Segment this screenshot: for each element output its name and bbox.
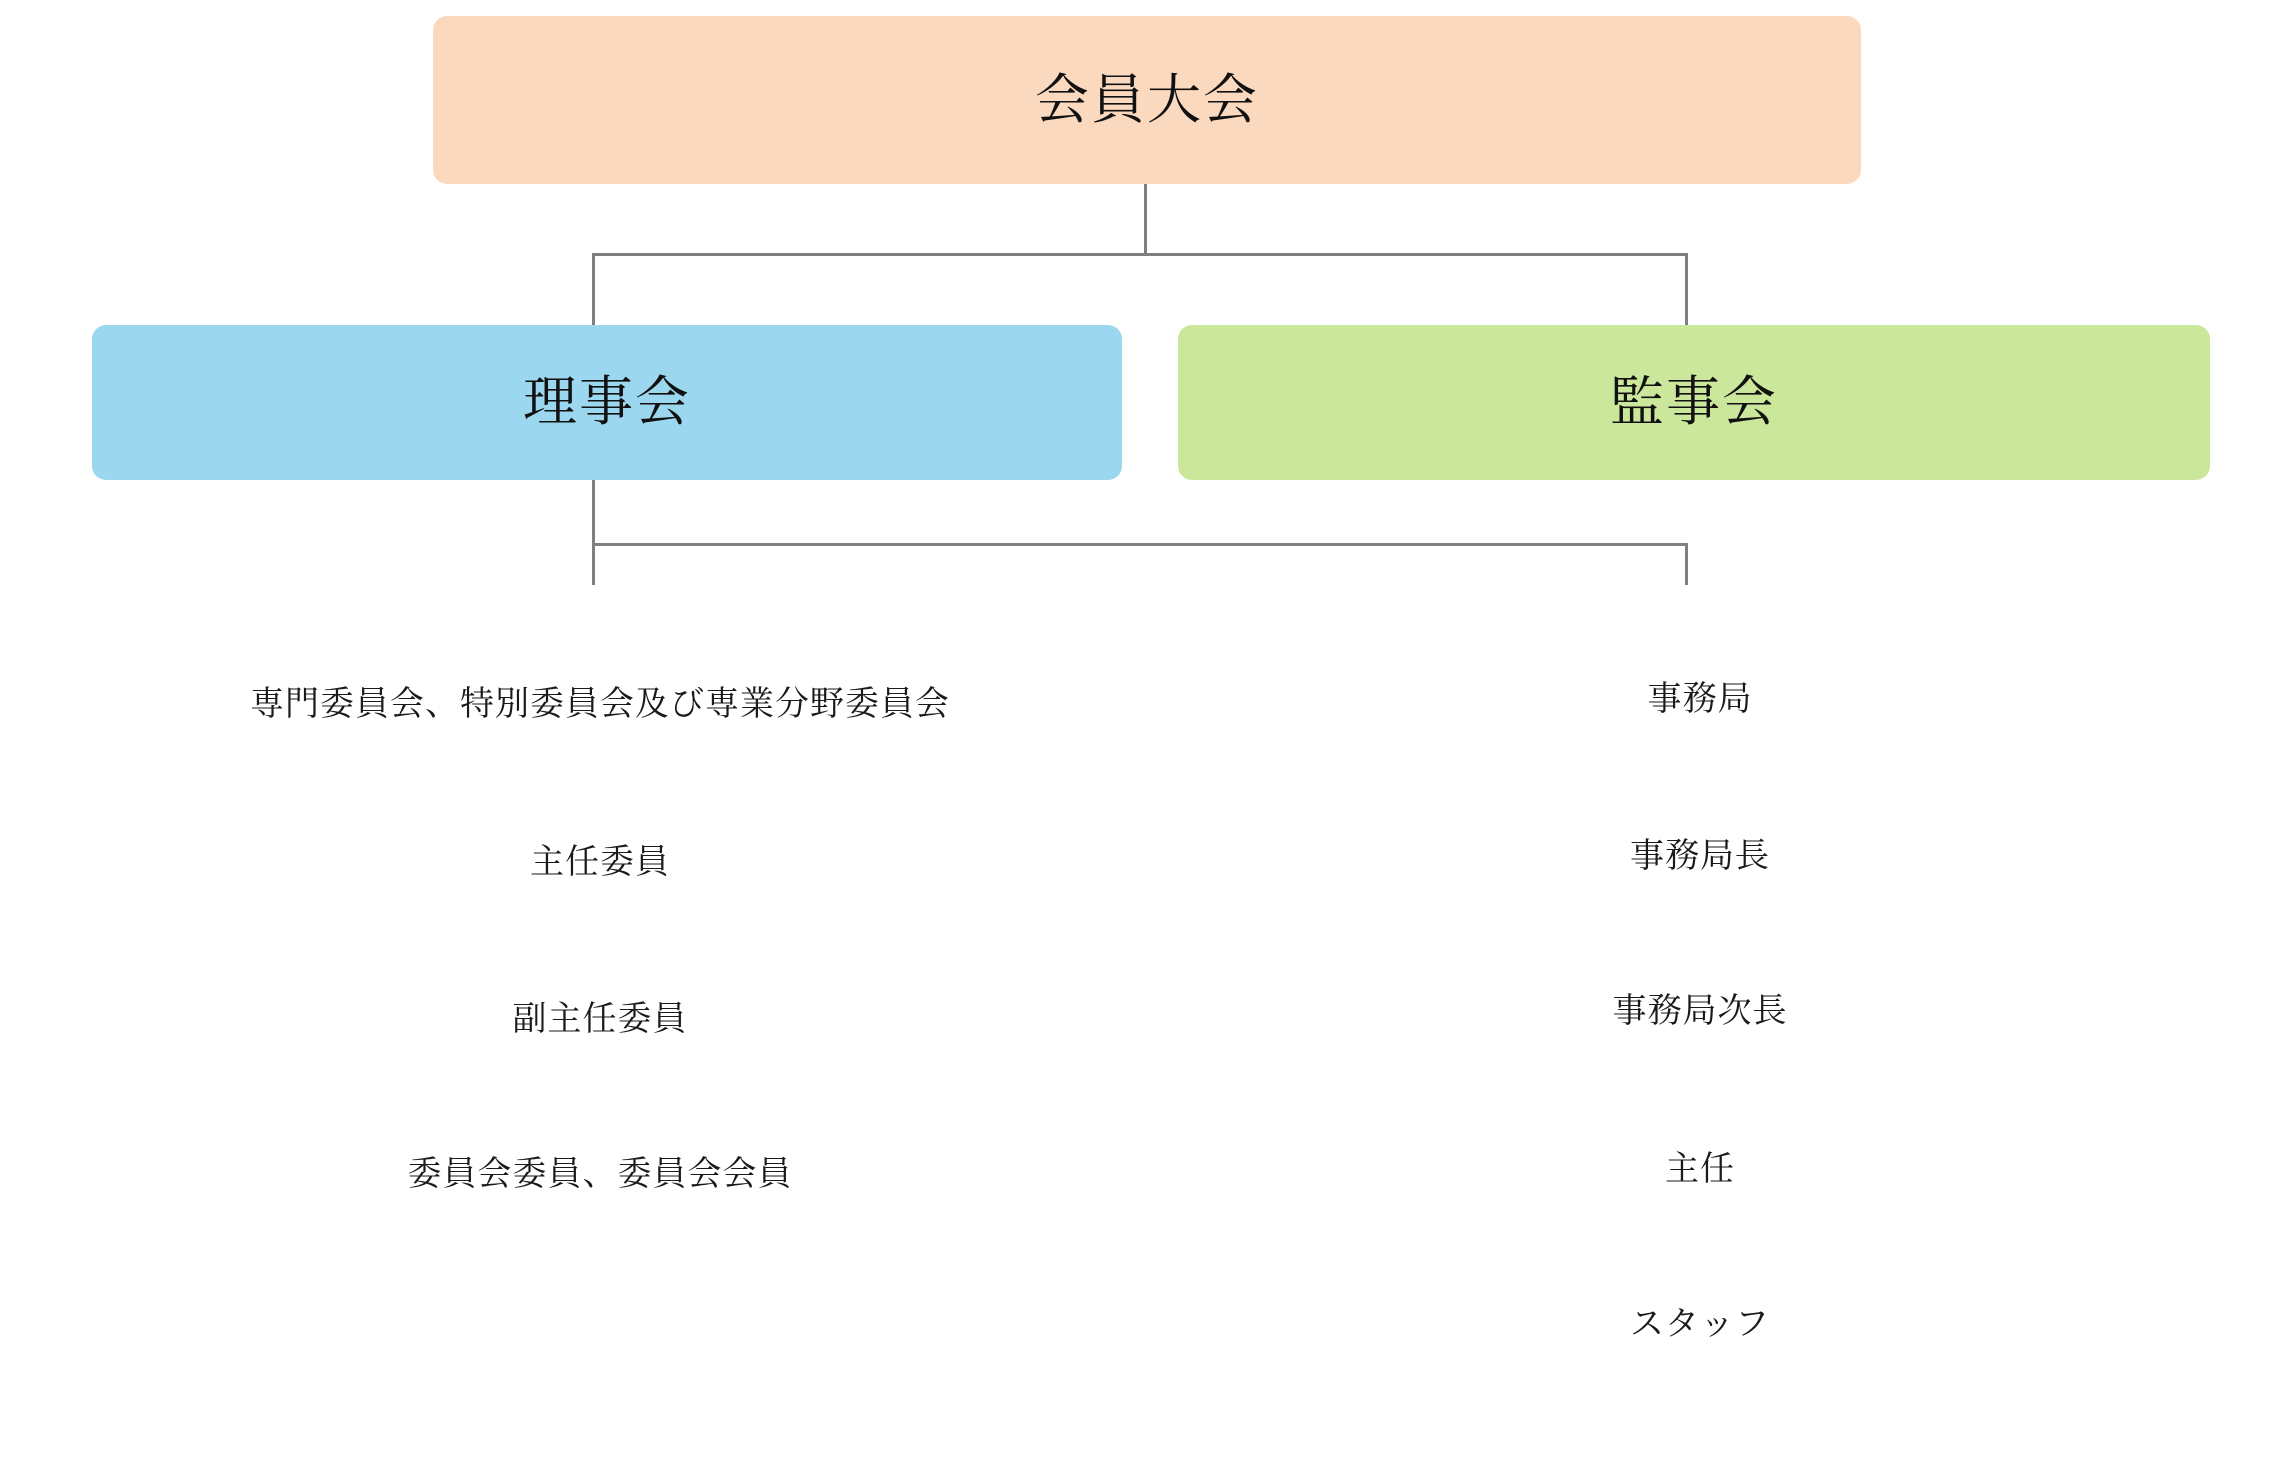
node-auditors-label: 監事会	[1610, 372, 1778, 433]
node-assembly-label: 会員大会	[1035, 69, 1259, 130]
connector-top-bus	[592, 253, 1688, 256]
leaf-committees-0: 専門委員会、特別委員会及び専業分野委員会	[250, 684, 950, 723]
leaf-committees-2: 副主任委員	[512, 999, 688, 1038]
node-board-label: 理事会	[523, 372, 691, 433]
connector-to-board	[592, 253, 595, 325]
node-auditors	[1178, 325, 2210, 480]
node-assembly	[433, 16, 1861, 184]
connector-assembly-stem	[1144, 184, 1147, 254]
leaf-office-0: 事務局	[1647, 679, 1753, 718]
connector-to-committees	[592, 543, 595, 585]
leaf-committees-3: 委員会委員、委員会会員	[407, 1154, 793, 1193]
leaf-committees-1: 主任委員	[530, 842, 670, 881]
leaf-office-1: 事務局長	[1630, 836, 1770, 875]
leaf-office-3: 主任	[1665, 1149, 1735, 1188]
connector-to-office	[1685, 543, 1688, 585]
connector-to-auditors	[1685, 253, 1688, 325]
connector-bottom-bus	[592, 543, 1688, 546]
leaf-office-4: スタッフ	[1630, 1304, 1770, 1343]
connector-board-stem	[592, 480, 595, 545]
node-board	[92, 325, 1122, 480]
leaf-office-2: 事務局次長	[1612, 991, 1788, 1030]
